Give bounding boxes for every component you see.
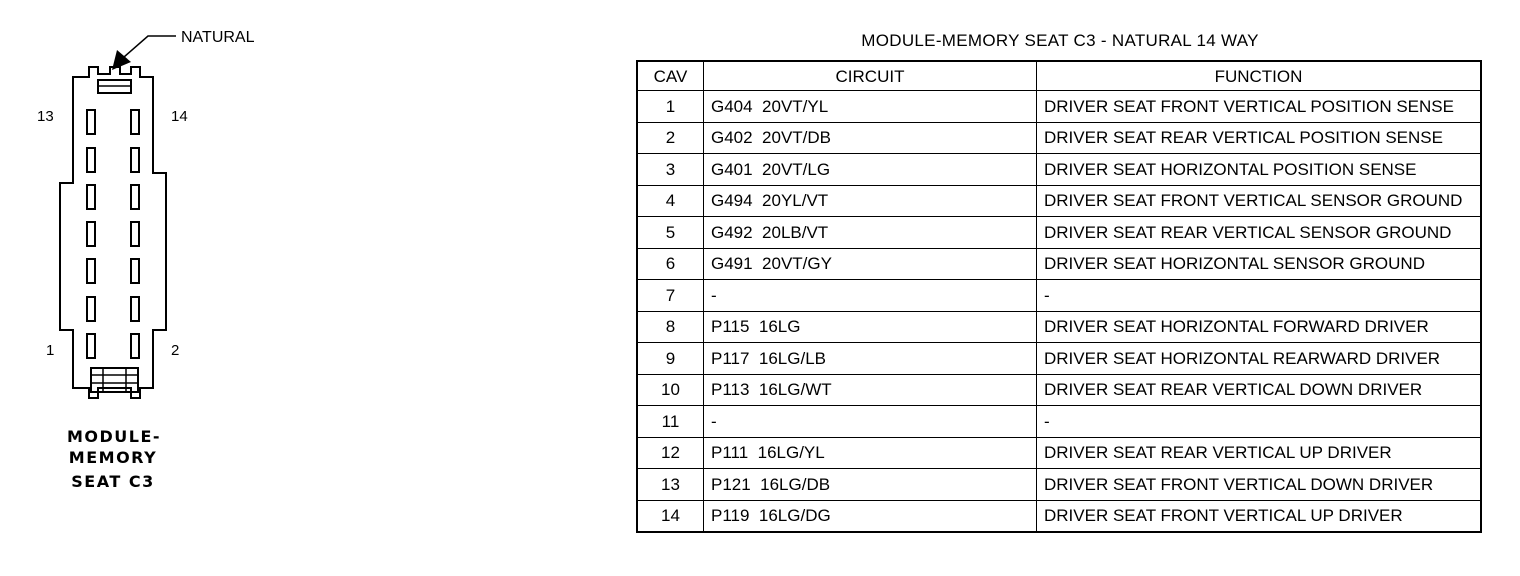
table-row (637, 248, 1481, 280)
connector-body (60, 67, 166, 398)
table-row (637, 437, 1481, 469)
table-title: MODULE-MEMORY SEAT C3 - NATURAL 14 WAY (861, 31, 1259, 50)
cell-circuit: G491 20VT/GY (704, 248, 1037, 280)
pin-label-13: 13 (37, 108, 54, 125)
table-row (637, 500, 1481, 532)
cell-cav: 11 (637, 406, 704, 438)
cell-function: DRIVER SEAT FRONT VERTICAL POSITION SENSE (1037, 91, 1482, 123)
cell-function: DRIVER SEAT REAR VERTICAL POSITION SENSE (1037, 122, 1482, 154)
cell-circuit: - (704, 406, 1037, 438)
cavity-3 (87, 297, 95, 321)
cell-circuit: P113 16LG/WT (704, 374, 1037, 406)
cell-circuit: P121 16LG/DB (704, 469, 1037, 501)
cell-cav: 7 (637, 280, 704, 312)
cavity-12 (131, 148, 139, 172)
cavity-9 (87, 185, 95, 209)
cell-circuit: G494 20YL/VT (704, 185, 1037, 217)
table-row (637, 217, 1481, 249)
cell-function: - (1037, 406, 1482, 438)
connector-name-line-3: SEAT C3 (71, 472, 155, 491)
cell-cav: 13 (637, 469, 704, 501)
cell-circuit: G492 20LB/VT (704, 217, 1037, 249)
cell-cav: 1 (637, 91, 704, 123)
table-row (637, 185, 1481, 217)
header-cav: CAV (637, 61, 704, 91)
table-row (637, 374, 1481, 406)
cell-circuit: P117 16LG/LB (704, 343, 1037, 375)
cavity-13 (87, 110, 95, 134)
table-row (637, 406, 1481, 438)
cell-cav: 3 (637, 154, 704, 186)
cell-cav: 10 (637, 374, 704, 406)
cell-cav: 4 (637, 185, 704, 217)
cell-function: DRIVER SEAT FRONT VERTICAL SENSOR GROUND (1037, 185, 1482, 217)
cell-circuit: P111 16LG/YL (704, 437, 1037, 469)
connector-name-line-1: MODULE- (66, 427, 162, 446)
cavity-1 (87, 334, 95, 358)
cell-function: - (1037, 280, 1482, 312)
table-row (637, 91, 1481, 123)
cell-circuit: G402 20VT/DB (704, 122, 1037, 154)
cell-cav: 12 (637, 437, 704, 469)
cavity-7 (87, 222, 95, 246)
cell-circuit: - (704, 280, 1037, 312)
table-row (637, 311, 1481, 343)
pin-label-14: 14 (171, 108, 188, 125)
cavity-11 (87, 148, 95, 172)
pin-label-1: 1 (46, 342, 55, 359)
table-row (637, 122, 1481, 154)
cell-cav: 8 (637, 311, 704, 343)
cell-function: DRIVER SEAT HORIZONTAL FORWARD DRIVER (1037, 311, 1482, 343)
cell-circuit: G404 20VT/YL (704, 91, 1037, 123)
cell-function: DRIVER SEAT HORIZONTAL REARWARD DRIVER (1037, 343, 1482, 375)
pin-label-2: 2 (171, 342, 180, 359)
table-row (637, 280, 1481, 312)
cavity-8 (131, 222, 139, 246)
cell-function: DRIVER SEAT HORIZONTAL SENSOR GROUND (1037, 248, 1482, 280)
cavity-6 (131, 259, 139, 283)
cell-function: DRIVER SEAT REAR VERTICAL SENSOR GROUND (1037, 217, 1482, 249)
table-header-row (637, 61, 1481, 91)
pinout-table (636, 60, 1482, 533)
label-leader-line (124, 36, 176, 57)
cell-cav: 6 (637, 248, 704, 280)
table-row (637, 343, 1481, 375)
cavity-10 (131, 185, 139, 209)
color-label: NATURAL (181, 29, 255, 46)
table-row (637, 154, 1481, 186)
cavity-2 (131, 334, 139, 358)
cell-circuit: G401 20VT/LG (704, 154, 1037, 186)
cavity-5 (87, 259, 95, 283)
header-circuit: CIRCUIT (704, 61, 1037, 91)
cavity-4 (131, 297, 139, 321)
cell-function: DRIVER SEAT HORIZONTAL POSITION SENSE (1037, 154, 1482, 186)
cell-function: DRIVER SEAT REAR VERTICAL DOWN DRIVER (1037, 374, 1482, 406)
cell-function: DRIVER SEAT REAR VERTICAL UP DRIVER (1037, 437, 1482, 469)
cell-function: DRIVER SEAT FRONT VERTICAL DOWN DRIVER (1037, 469, 1482, 501)
header-function: FUNCTION (1037, 61, 1482, 91)
cell-circuit: P119 16LG/DG (704, 500, 1037, 532)
cell-circuit: P115 16LG (704, 311, 1037, 343)
cell-function: DRIVER SEAT FRONT VERTICAL UP DRIVER (1037, 500, 1482, 532)
table-row (637, 469, 1481, 501)
cell-cav: 9 (637, 343, 704, 375)
cell-cav: 2 (637, 122, 704, 154)
cell-cav: 5 (637, 217, 704, 249)
cell-cav: 14 (637, 500, 704, 532)
connector-diagram (0, 0, 620, 576)
connector-name-line-2: MEMORY (68, 448, 158, 467)
cavity-14 (131, 110, 139, 134)
